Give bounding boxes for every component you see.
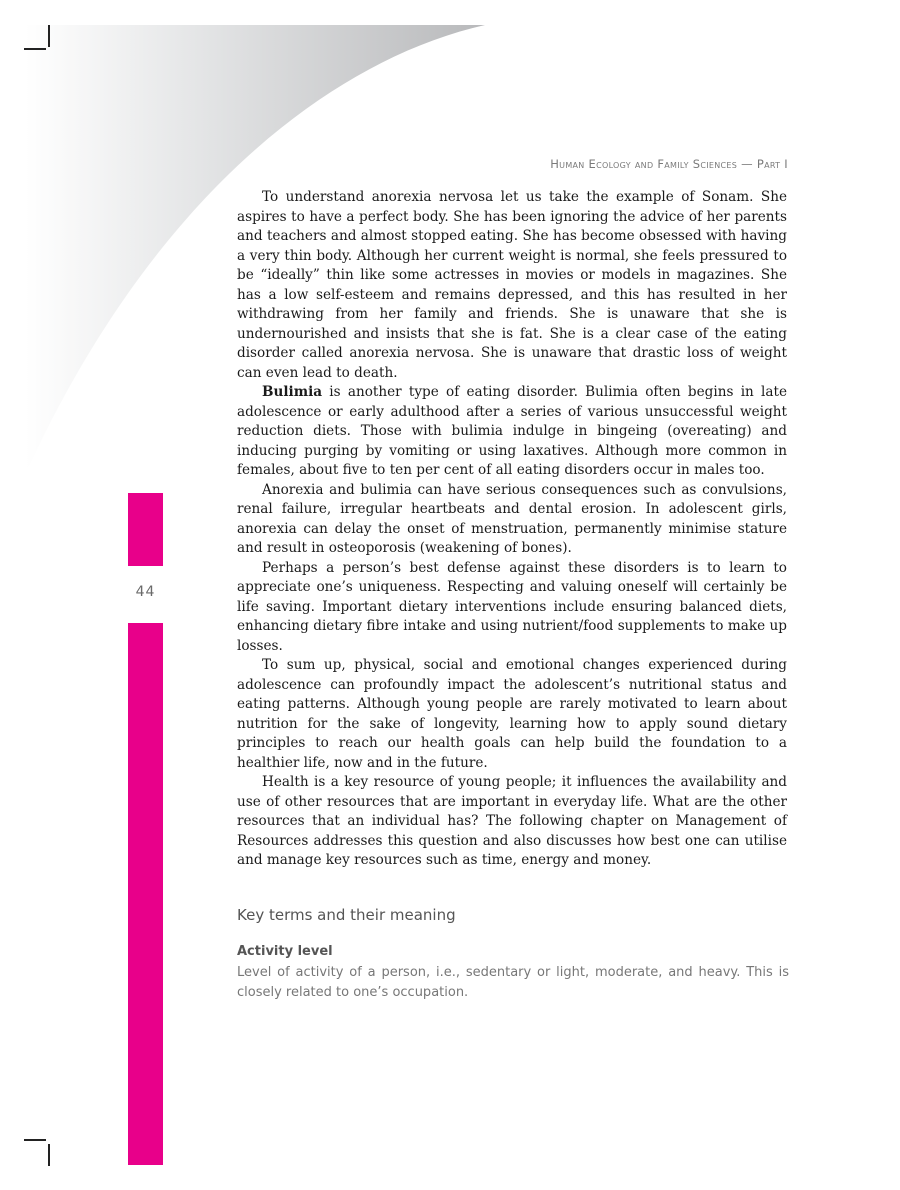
key-term-title: Activity level <box>237 944 333 959</box>
crop-mark-bottom-left-horizontal <box>24 1139 46 1141</box>
side-accent-bar-bottom <box>128 623 163 1165</box>
paragraph-defense: Perhaps a person’s best defense against these disorders is to learn to appreciate one’s uniqueness. Respecting and valuing oneself will certainly be life saving. Important dietary interventions include ensuring balanced diets, enhancing dietary fibre intake and using nutrient/food supplements to make up losses. <box>237 559 787 654</box>
paragraph-anorexia-example: To understand anorexia nervosa let us take the example of Sonam. She aspires to have a perfect body. She has been ignoring the advice of her parents and teachers and almost stopped eating. She has become obsessed with having a very thin body. Although her current weight is normal, she feels pressured to be “ideally” thin like some actresses in movies or models in magazines. She has a low self-esteem and remains depressed, and this has resulted in her withdrawing from her family and friends. She is unaware that she is undernourished and insists that she is fat. She is a clear case of the eating disorder called anorexia nervosa. She is unaware that drastic loss of weight can even lead to death. <box>237 189 787 381</box>
side-accent-bar-top <box>128 493 163 566</box>
key-terms-heading: Key terms and their meaning <box>237 906 456 924</box>
key-term-definition: Level of activity of a person, i.e., sedentary or light, moderate, and heavy. This is closely related to one’s occupation. <box>237 965 789 1000</box>
running-header: Human Ecology and Family Sciences — Part I <box>550 157 788 171</box>
crop-mark-top-left-vertical <box>48 25 50 47</box>
bulimia-term: Bulimia <box>262 384 323 400</box>
page-number: 44 <box>135 584 156 600</box>
body-text <box>237 188 787 871</box>
crop-mark-bottom-left-vertical <box>48 1144 50 1166</box>
crop-mark-top-left-horizontal <box>24 48 46 50</box>
bulimia-text: is another type of eating disorder. Bulimia often begins in late adolescence or early adulthood after a series of various unsuccessful weight reduction diets. Those with bulimia indulge in bingeing (overeating) and inducing purging by vomiting or using laxatives. Although more common in females, about five to ten per cent of all eating disorders occur in males too. <box>237 384 787 478</box>
paragraph-summary: To sum up, physical, social and emotional changes experienced during adolescence can profoundly impact the adolescent’s nutritional status and eating patterns. Although young people are rarely motivated to learn about nutrition for the sake of longevity, learning how to apply sound dietary principles to reach our health goals can help build the foundation to a healthier life, now and in the future. <box>237 657 787 771</box>
paragraph-bulimia <box>237 383 787 481</box>
paragraph-health-resource: Health is a key resource of young people; it influences the availability and use of other resources that are important in everyday life. What are the other resources that an individual has? The following chapter on Management of Resources addresses this question and also discusses how best one can utilise and manage key resources such as time, energy and money. <box>237 774 787 868</box>
paragraph-consequences: Anorexia and bulimia can have serious consequences such as convulsions, renal failure, irregular heartbeats and dental erosion. In adolescent girls, anorexia can delay the onset of menstruation, permanently minimise stature and result in osteoporosis (weakening of bones). <box>237 481 787 556</box>
